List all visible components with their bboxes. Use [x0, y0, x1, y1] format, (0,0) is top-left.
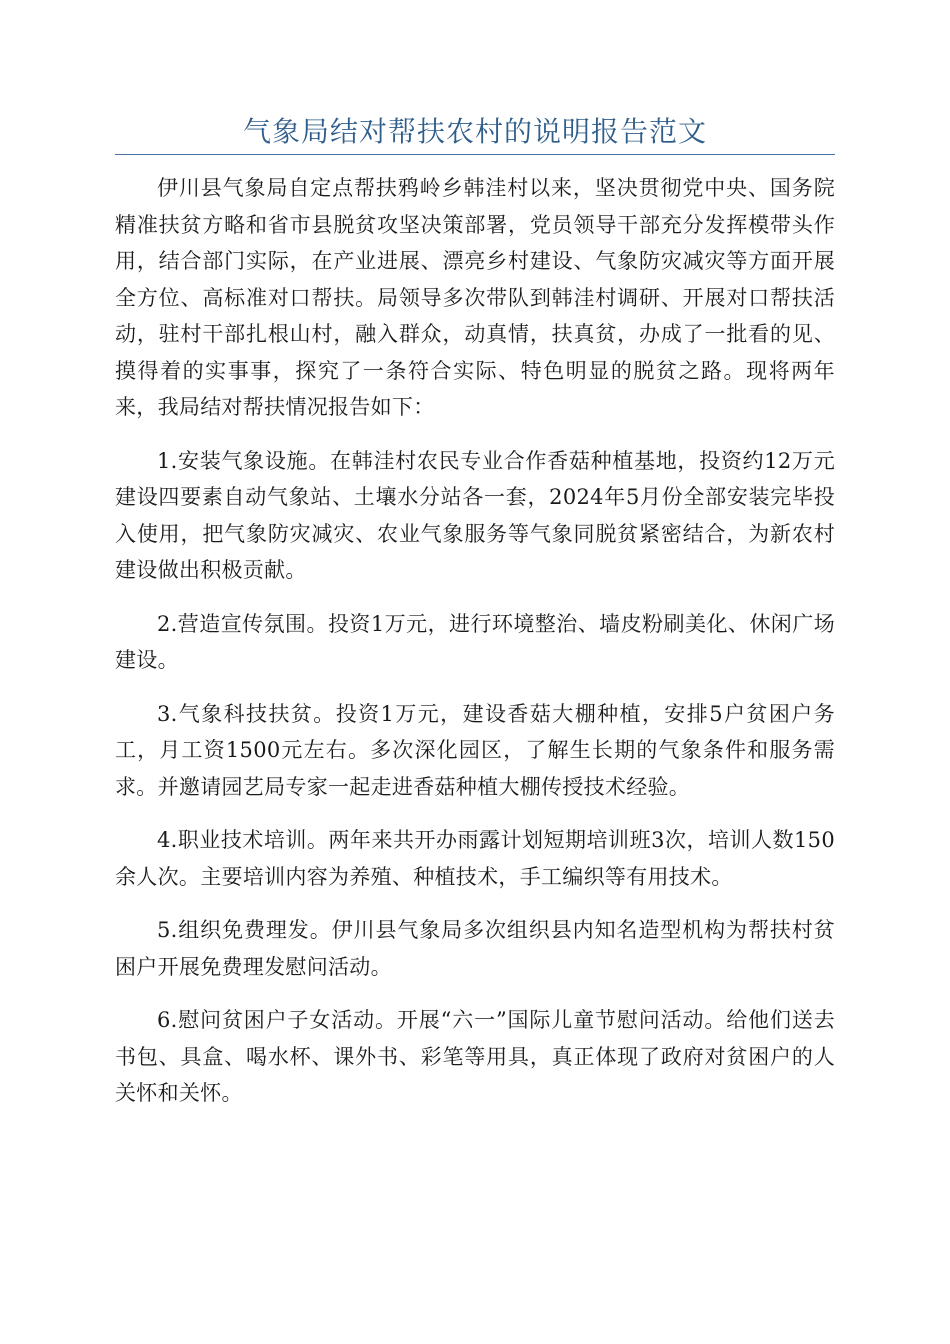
intro-paragraph: 伊川县气象局自定点帮扶鸦岭乡韩洼村以来，坚决贯彻党中央、国务院精准扶贫方略和省市县脱贫攻坚决策部署，党员领导干部充分发挥模带头作用，结合部门实际，在产业进展、漂亮乡村建设、气象防灾减灾等方面开展全方位、高标准对口帮扶。局领导多次带队到韩洼村调研、开展对口帮扶活动，驻村干部扎根山村，融入群众，动真情，扶真贫，办成了一批看的见、摸得着的实事事，探究了一条符合实际、特色明显的脱贫之路。现将两年来，我局结对帮扶情况报告如下： — [115, 176, 835, 419]
item-tech-poverty-relief: 3.气象科技扶贫。投资1万元，建设香菇大棚种植，安排5户贫困户务工，月工资1500元左右。多次深化园区，了解生长期的气象条件和服务需求。并邀请园艺局专家一起走进香菇种植大棚传授技术经验。 — [115, 701, 835, 799]
item-free-haircut: 5.组织免费理发。伊川县气象局多次组织县内知名造型机构为帮扶村贫困户开展免费理发慰问活动。 — [115, 918, 835, 979]
title-underline — [115, 154, 835, 155]
item-weather-facilities: 1.安装气象设施。在韩洼村农民专业合作香菇种植基地，投资约12万元建设四要素自动气象站、土壤水分站各一套，2024年5月份全部安装完毕投入使用，把气象防灾减灾、农业气象服务等气象同脱贫紧密结合，为新农村建设做出积极贡献。 — [115, 448, 835, 582]
page-title: 气象局结对帮扶农村的说明报告范文 — [242, 115, 707, 148]
item-children-visit: 6.慰问贫困户子女活动。开展“六一”国际儿童节慰问活动。给他们送去书包、具盒、喝水杯、课外书、彩笔等用具，真正体现了政府对贫困户的人关怀和关怀。 — [115, 1008, 835, 1105]
document-body — [115, 170, 835, 1129]
item-publicity: 2.营造宣传氛围。投资1万元，进行环境整治、墙皮粉刷美化、休闲广场建设。 — [115, 611, 835, 672]
item-vocational-training: 4.职业技术培训。两年来共开办雨露计划短期培训班3次，培训人数150余人次。主要培训内容为养殖、种植技术，手工编织等有用技术。 — [115, 828, 835, 889]
